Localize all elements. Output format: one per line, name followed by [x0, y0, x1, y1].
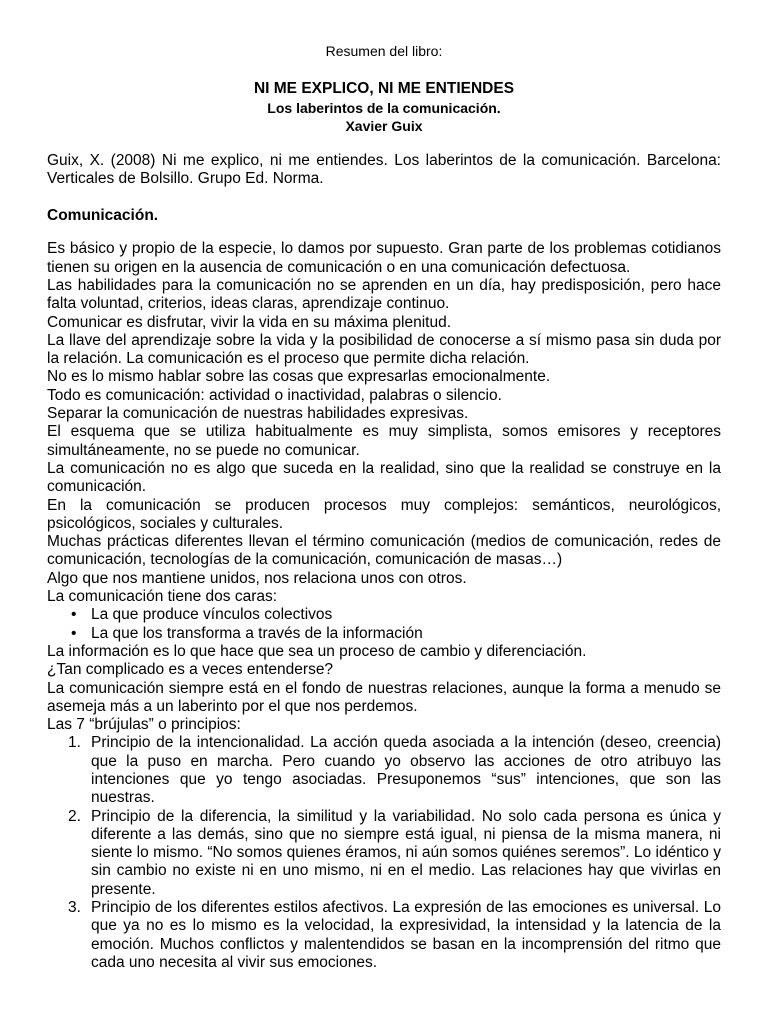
principle-item — [47, 899, 721, 972]
paragraph: Muchas prácticas diferentes llevan el término comunicación (medios de comunicación, redes de comunicación, tecnologías de la comunicación, comunicación de masas…) — [47, 533, 721, 569]
paragraph: La comunicación no es algo que suceda en la realidad, sino que la realidad se construye en la comunicación. — [47, 459, 721, 496]
paragraph-group-intro — [47, 240, 721, 606]
principle-number: 3. — [68, 899, 81, 917]
bibliographic-citation: Guix, X. (2008) Ni me explico, ni me entiendes. Los laberintos de la comunicación. Barcelona: Verticales de Bolsillo. Grupo Ed. Norma. — [47, 152, 721, 188]
book-title: NI ME EXPLICO, NI ME ENTIENDES — [253, 80, 515, 97]
bullet-icon: • — [71, 606, 77, 624]
paragraph: Separar la comunicación de nuestras habilidades expresivas. — [47, 405, 469, 423]
principle-item — [47, 808, 721, 899]
paragraph: Algo que nos mantiene unidos, nos relaciona unos con otros. — [47, 569, 467, 587]
principle-number: 1. — [68, 734, 81, 752]
paragraph: La comunicación tiene dos caras: — [47, 588, 278, 606]
paragraph: Las habilidades para la comunicación no se aprenden en un día, hay predisposición, pero hace falta voluntad, criterios, ideas claras, aprendizaje continuo. — [47, 276, 721, 313]
list-item — [47, 606, 721, 624]
bullet-icon: • — [71, 624, 77, 642]
paragraph: El esquema que se utiliza habitualmente es muy simplista, somos emisores y receptores simultáneamente, no se puede no comunicar. — [47, 423, 721, 459]
paragraph: ¿Tan complicado es a veces entenderse? — [47, 661, 334, 679]
paragraph-group-after-bullets — [47, 643, 721, 734]
bullet-list — [47, 606, 721, 643]
principle-text: Principio de la intencionalidad. La acción queda asociada a la intención (deseo, creencia) que la puso en marcha. Pero cuando yo observo las acciones de otro atribuyo las intenciones que yo tengo asociadas. Presuponemos “sus” intenciones, que son las nuestras. — [91, 734, 721, 807]
principle-text: Principio de los diferentes estilos afectivos. La expresión de las emociones es universal. Lo que ya no es lo mismo es la velocidad, la expresividad, la intensidad y la latencia de la emoción. Muchos conflictos y malentendidos se basan en la incomprensión del ritmo que cada uno necesita al vivir sus emociones. — [91, 899, 721, 971]
paragraph: Todo es comunicación: actividad o inactividad, palabras o silencio. — [47, 386, 502, 404]
list-item-text: La que los transforma a través de la información — [91, 624, 423, 642]
book-subtitle: Los laberintos de la comunicación. — [267, 100, 501, 116]
paragraph: En la comunicación se producen procesos muy complejos: semánticos, neurológicos, psicológicos, sociales y culturales. — [47, 496, 721, 532]
paragraph: La comunicación siempre está en el fondo de nuestras relaciones, aunque la forma a menudo se asemeja más a un laberinto por el que nos perdemos. — [47, 679, 721, 715]
list-item-text: La que produce vínculos colectivos — [91, 606, 333, 624]
paragraph: No es lo mismo hablar sobre las cosas que expresarlas emocionalmente. — [47, 368, 551, 386]
principles-list — [47, 734, 721, 972]
principle-item — [47, 734, 721, 807]
book-author: Xavier Guix — [345, 118, 423, 134]
paragraph: Comunicar es disfrutar, vivir la vida en su máxima plenitud. — [47, 313, 452, 331]
paragraph: La llave del aprendizaje sobre la vida y la posibilidad de conocerse a sí mismo pasa sin duda por la relación. La comunicación es el proceso que permite dicha relación. — [47, 331, 721, 368]
document-label: Resumen del libro: — [325, 43, 443, 59]
principle-text: Principio de la diferencia, la similitud y la variabilidad. No solo cada persona es única y diferente a las demás, sino que no siempre está igual, ni piensa de la misma manera, ni siente lo mismo. “No somos quienes éramos, ni aún somos quiénes seremos”. Lo idéntico y sin cambio no existe ni en uno mismo, ni en el medio. Las relaciones hay que vivirlas en presente. — [91, 807, 721, 898]
paragraph: Las 7 “brújulas” o principios: — [47, 716, 241, 734]
list-item — [47, 625, 721, 643]
paragraph: La información es lo que hace que sea un proceso de cambio y diferenciación. — [47, 642, 587, 660]
document-page — [47, 42, 721, 972]
section-heading: Comunicación. — [47, 206, 159, 224]
paragraph: Es básico y propio de la especie, lo damos por supuesto. Gran parte de los problemas cotidianos tienen su origen en la ausencia de comunicación o en una comunicación defectuosa. — [47, 240, 721, 276]
principle-number: 2. — [68, 807, 81, 825]
